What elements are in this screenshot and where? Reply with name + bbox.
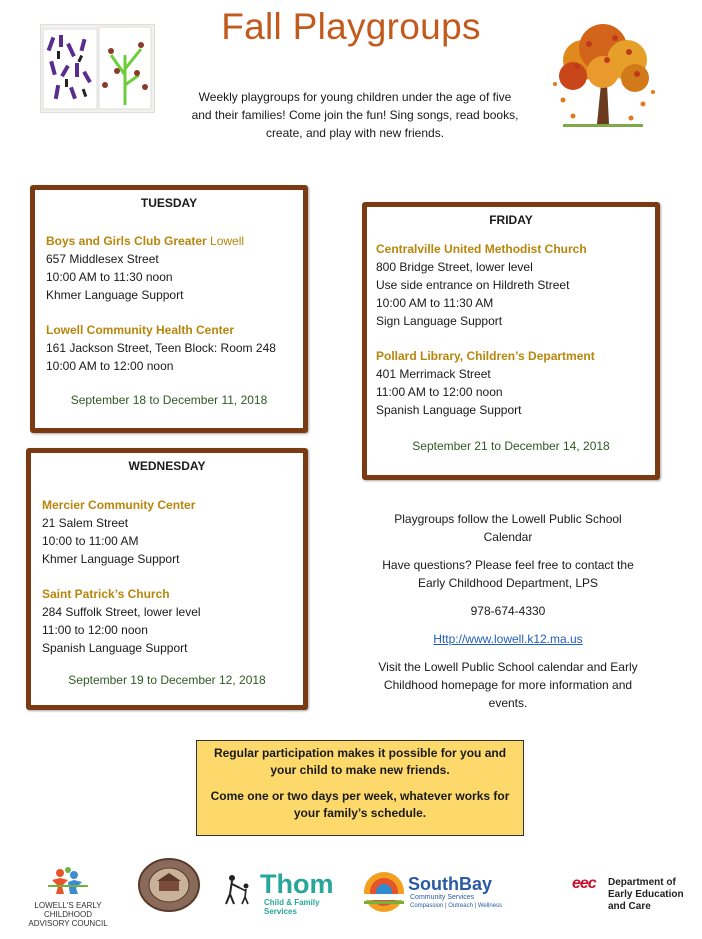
page-title: Fall Playgroups xyxy=(221,6,481,47)
website-link[interactable]: Http://www.lowell.k12.ma.us xyxy=(433,632,583,646)
venue-language: Spanish Language Support xyxy=(376,403,522,417)
visit-line: Visit the Lowell Public School calendar and Early xyxy=(378,660,638,674)
day-heading: FRIDAY xyxy=(489,213,533,227)
questions-note xyxy=(360,556,656,592)
questions-line: Have questions? Please feel free to contact the xyxy=(382,558,634,572)
school-seal-icon xyxy=(137,857,201,913)
callout-paragraph xyxy=(197,745,523,779)
phone-number: 978-674-4330 xyxy=(470,604,546,618)
southbay-tagline: Compassion | Outreach | Wellness xyxy=(410,903,503,909)
venue-time: 10:00 AM to 11:30 AM xyxy=(376,296,494,310)
venue-name-suffix: Lowell xyxy=(210,234,245,248)
eec-name xyxy=(608,877,694,913)
eec-mark: eec xyxy=(572,875,596,892)
venue-time: 10:00 to 11:00 AM xyxy=(42,534,139,548)
venue-name xyxy=(46,232,244,250)
logo-caption-line: ADVISORY COUNCIL xyxy=(28,919,108,928)
venue-address: 657 Middlesex Street xyxy=(46,252,159,266)
day-heading: TUESDAY xyxy=(140,196,198,210)
venue-address: 161 Jackson Street, Teen Block: Room 248 xyxy=(46,341,276,355)
venue-name: Lowell Community Health Center xyxy=(46,323,235,337)
southbay-wordmark: SouthBay xyxy=(408,874,493,894)
callout-line: your family’s schedule. xyxy=(293,806,427,820)
autumn-tree-icon xyxy=(543,20,663,130)
venue-name: Mercier Community Center xyxy=(42,498,196,512)
venue-mercier-center xyxy=(42,496,195,568)
wednesday-schedule-box xyxy=(26,448,308,710)
visit-line: events. xyxy=(488,696,528,710)
southbay-subtitle: Community Services xyxy=(410,894,475,901)
date-range: September 21 to December 14, 2018 xyxy=(412,439,610,453)
callout-paragraph xyxy=(197,788,523,822)
venue-entrance: Use side entrance on Hildreth Street xyxy=(376,278,570,292)
children-figures-icon xyxy=(18,866,118,896)
venue-language: Sign Language Support xyxy=(376,314,503,328)
callout-line: your child to make new friends. xyxy=(270,763,450,777)
intro-line: and their families! Come join the fun! Sing songs, read books, xyxy=(191,108,519,122)
venue-name: Pollard Library, Children’s Department xyxy=(376,349,595,363)
parent-child-icon xyxy=(220,870,258,908)
venue-address: 284 Suffolk Street, lower level xyxy=(42,605,201,619)
thom-tagline: Child & Family Services xyxy=(264,898,320,916)
visit-line: Childhood homepage for more information and xyxy=(383,678,633,692)
venue-pollard-library xyxy=(376,347,595,419)
eec-name-line: Department of xyxy=(608,877,676,888)
advisory-council-logo xyxy=(18,866,118,928)
callout-line: Regular participation makes it possible for you and xyxy=(213,746,507,760)
date-range: September 19 to December 12, 2018 xyxy=(68,673,266,687)
childrens-artwork-photo xyxy=(40,24,155,113)
callout-line: Come one or two days per week, whatever works for xyxy=(210,789,510,803)
calendar-note xyxy=(360,510,656,546)
lowell-public-schools-seal xyxy=(137,857,201,913)
visit-note xyxy=(360,658,656,712)
venue-language: Khmer Language Support xyxy=(42,552,180,566)
calendar-note-line: Playgroups follow the Lowell Public School xyxy=(394,512,622,526)
logo-caption-line: LOWELL'S EARLY CHILDHOOD xyxy=(34,901,102,919)
venue-name: Centralville United Methodist Church xyxy=(376,242,587,256)
intro-text xyxy=(160,88,550,142)
venue-address: 401 Merrimack Street xyxy=(376,367,491,381)
thom-wordmark: Thom xyxy=(260,869,334,899)
eec-name-line: Early Education and Care xyxy=(608,889,684,912)
artwork-illustration xyxy=(41,25,154,112)
venue-name: Saint Patrick’s Church xyxy=(42,587,170,601)
venue-language: Khmer Language Support xyxy=(46,288,184,302)
venue-time: 11:00 to 12:00 noon xyxy=(42,623,148,637)
calendar-note-line: Calendar xyxy=(483,530,533,544)
venue-boys-girls-club xyxy=(46,232,244,304)
friday-schedule-box xyxy=(362,202,660,480)
logo-caption xyxy=(18,901,118,928)
intro-line: create, and play with new friends. xyxy=(265,126,445,140)
questions-line: Early Childhood Department, LPS xyxy=(417,576,599,590)
tuesday-schedule-box xyxy=(30,185,308,433)
venue-language: Spanish Language Support xyxy=(42,641,188,655)
venue-name-text: Boys and Girls Club Greater xyxy=(46,234,211,248)
thom-logo xyxy=(220,869,350,916)
intro-line: Weekly playgroups for young children under the age of five xyxy=(198,90,512,104)
southbay-logo xyxy=(362,870,512,914)
day-heading: WEDNESDAY xyxy=(128,459,206,473)
venue-time: 11:00 AM to 12:00 noon xyxy=(376,385,503,399)
venue-time: 10:00 AM to 11:30 noon xyxy=(46,270,173,284)
venue-centralville-methodist-church xyxy=(376,240,587,330)
venue-time: 10:00 AM to 12:00 noon xyxy=(46,359,174,373)
participation-callout xyxy=(196,740,524,836)
venue-community-health-center xyxy=(46,321,276,375)
venue-saint-patricks-church xyxy=(42,585,201,657)
venue-address: 21 Salem Street xyxy=(42,516,129,530)
autumn-tree-image xyxy=(543,20,663,130)
info-section xyxy=(360,510,656,712)
sunburst-icon xyxy=(362,870,406,914)
venue-address: 800 Bridge Street, lower level xyxy=(376,260,533,274)
date-range: September 18 to December 11, 2018 xyxy=(70,393,268,407)
eec-logo xyxy=(572,865,694,915)
